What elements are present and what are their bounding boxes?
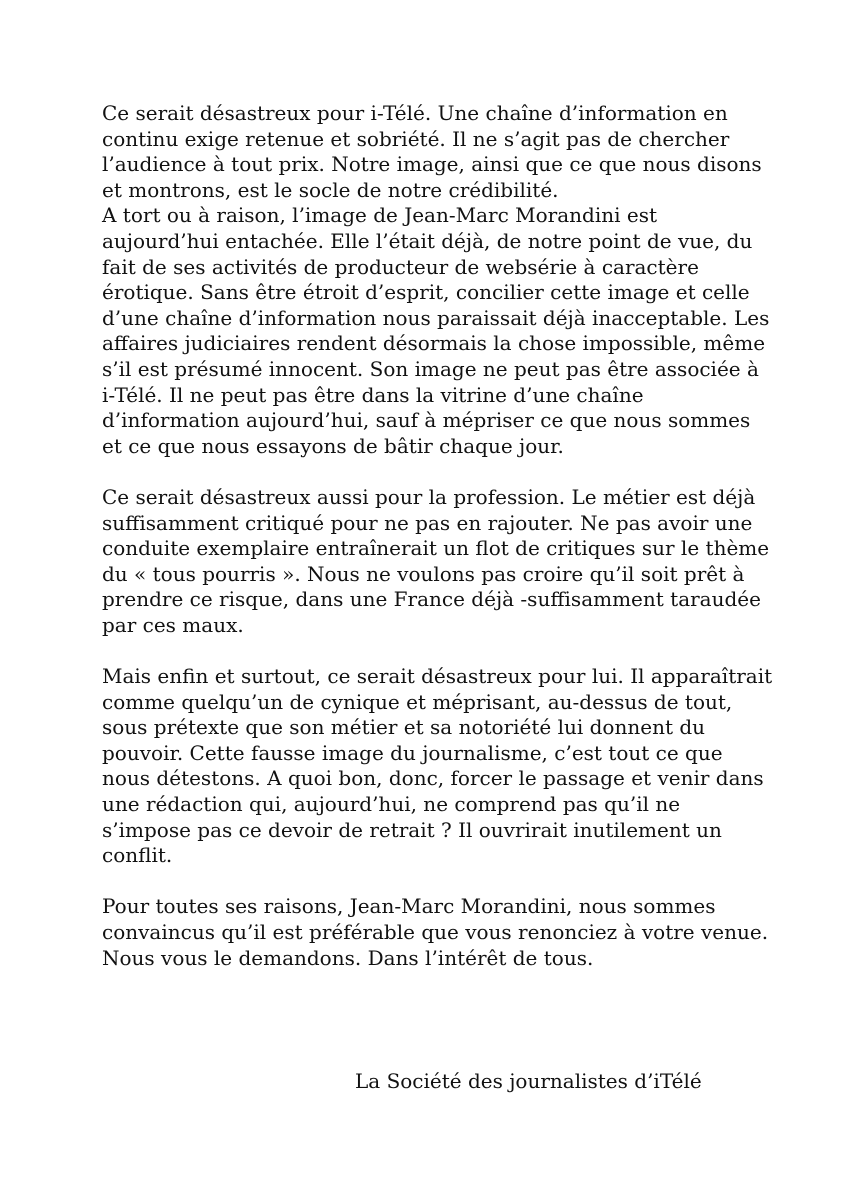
text-line: fait de ses activités de producteur de websérie à caractère <box>102 254 699 279</box>
text-line: une rédaction qui, aujourd’hui, ne comprend pas qu’il ne <box>102 792 681 817</box>
text-line: i-Télé. Il ne peut pas être dans la vitrine d’une chaîne <box>102 382 644 407</box>
text-line: nous détestons. A quoi bon, donc, forcer le passage et venir dans <box>102 766 764 791</box>
text-line: d’information aujourd’hui, sauf à mépriser ce que nous sommes <box>102 408 751 433</box>
text-line: et montrons, est le socle de notre crédibilité. <box>102 177 559 202</box>
text-line: A tort ou à raison, l’image de Jean-Marc Morandini est <box>102 203 657 228</box>
signature: La Société des journalistes d’iTélé <box>355 1069 702 1093</box>
text-line: Ce serait désastreux aussi pour la profession. Le métier est déjà <box>102 484 756 509</box>
text-line: Mais enfin et surtout, ce serait désastreux pour lui. Il apparaîtrait <box>102 664 773 689</box>
text-line: Ce serait désastreux pour i-Télé. Une chaîne d’information en <box>102 101 728 125</box>
text-line: comme quelqu’un de cynique et méprisant, au-dessus de tout, <box>102 689 733 714</box>
paragraph-2 <box>102 203 770 459</box>
text-line: d’une chaîne d’information nous paraissait déjà inacceptable. Les <box>102 305 770 330</box>
text-line: prendre ce risque, dans une France déjà -suffisamment taraudée <box>102 587 761 612</box>
text-line: convaincus qu’il est préférable que vous renonciez à votre venue. <box>102 920 769 944</box>
text-line: s’il est présumé innocent. Son image ne peut pas être associée à <box>102 356 759 381</box>
text-line: suffisamment critiqué pour ne pas en rajouter. Ne pas avoir une <box>102 510 753 535</box>
paragraph-1 <box>102 101 762 203</box>
paragraph-5 <box>102 894 769 971</box>
text-line: conduite exemplaire entraînerait un flot de critiques sur le thème <box>102 536 770 561</box>
text-line: érotique. Sans être étroit d’esprit, concilier cette image et celle <box>102 280 750 305</box>
text-line: par ces maux. <box>102 612 244 637</box>
paragraph-3 <box>102 484 770 639</box>
text-line: aujourd’hui entachée. Elle l’était déjà, de notre point de vue, du <box>102 228 753 253</box>
text-line: et ce que nous essayons de bâtir chaque jour. <box>102 433 564 458</box>
letter-body <box>102 101 773 971</box>
paragraph-4 <box>102 664 773 869</box>
text-line: du « tous pourris ». Nous ne voulons pas croire qu’il soit prêt à <box>102 561 745 586</box>
text-line: affaires judiciaires rendent désormais la chose impossible, même <box>102 331 766 356</box>
text-line: Nous vous le demandons. Dans l’intérêt de tous. <box>102 945 594 970</box>
text-line: conflit. <box>102 843 173 868</box>
text-line: Pour toutes ses raisons, Jean-Marc Morandini, nous sommes <box>102 894 716 919</box>
text-line: s’impose pas ce devoir de retrait ? Il ouvrirait inutilement un <box>102 817 722 842</box>
text-line: continu exige retenue et sobriété. Il ne s’agit pas de chercher <box>102 126 730 151</box>
text-line: l’audience à tout prix. Notre image, ainsi que ce que nous disons <box>102 152 762 177</box>
text-line: sous prétexte que son métier et sa notoriété lui donnent du <box>102 715 706 740</box>
text-line: pouvoir. Cette fausse image du journalisme, c’est tout ce que <box>102 740 723 765</box>
